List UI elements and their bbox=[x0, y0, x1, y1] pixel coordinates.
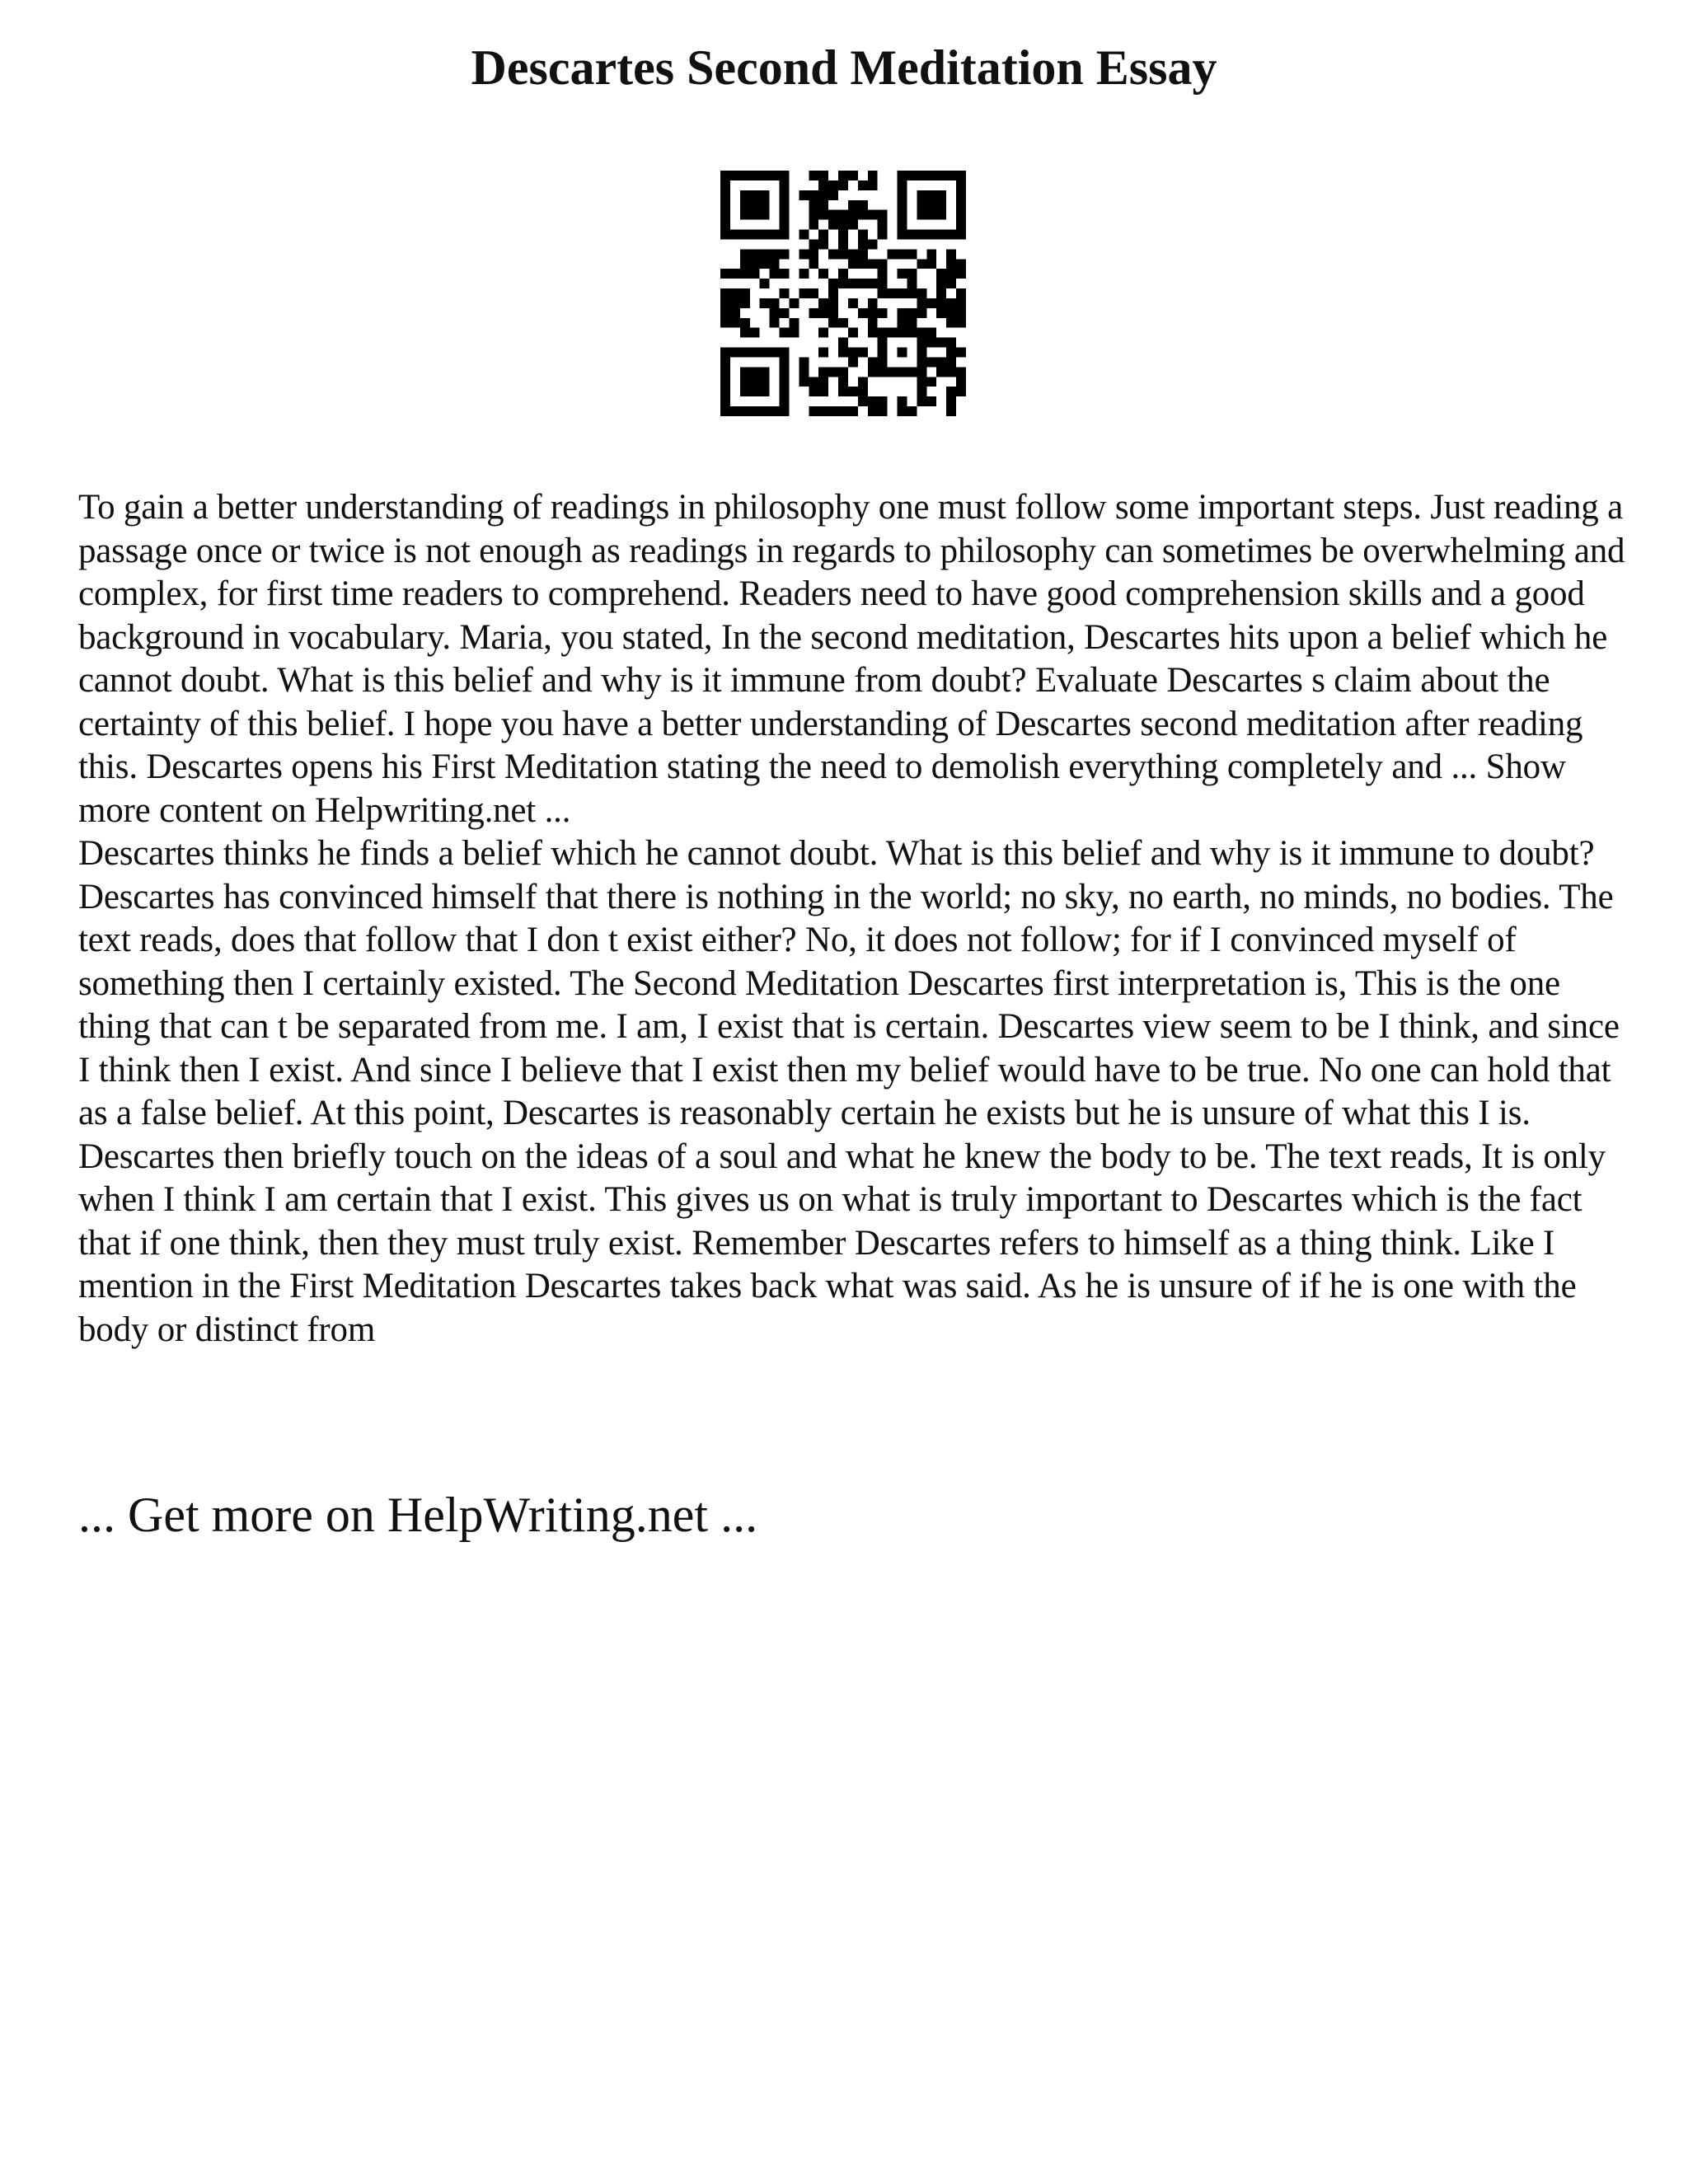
qr-code-icon bbox=[720, 171, 966, 416]
essay-paragraph-2: Descartes thinks he finds a belief which he cannot doubt. What is this belief and why is it immune to doubt? Descartes has convinced himself that there is nothing in the world; no sky, no earth, no minds, no bodies. The text reads, does that follow that I don t exist either? No, it does not follow; for if I convinced myself of something then I certainly existed. The Second Meditation Descartes first interpretation is, This is the one thing that can t be separated from me. I am, I exist that is certain. Descartes view seem to be I think, and since I think then I exist. And since I believe that I exist then my belief would have to be true. No one can hold that as a false belief. At this point, Descartes is reasonably certain he exists but he is unsure of what this I is. Descartes then briefly touch on the ideas of a soul and what he knew the body to be. The text reads, It is only when I think I am certain that I exist. This gives us on what is truly important to Descartes which is the fact that if one think, then they must truly exist. Remember Descartes refers to himself as a thing think. Like I mention in the First Meditation Descartes takes back what was said. As he is unsure of if he is one with the body or distinct from bbox=[78, 834, 1620, 1349]
get-more-link[interactable]: ... Get more on HelpWriting.net ... bbox=[78, 1488, 758, 1542]
document-title: Descartes Second Meditation Essay bbox=[471, 40, 1217, 95]
essay-body bbox=[78, 486, 1628, 1352]
essay-paragraph-1: To gain a better understanding of readings in philosophy one must follow some important steps. Just reading a passage once or twice is not enough as readings in regards to philosophy can sometimes be overwhelming and complex, for first time readers to comprehend. Readers need to have good comprehension skills and a good background in vocabulary. Maria, you stated, In the second meditation, Descartes hits upon a belief which he cannot doubt. What is this belief and why is it immune from doubt? Evaluate Descartes s claim about the certainty of this belief. I hope you have a better understanding of Descartes second meditation after reading this. Descartes opens his First Meditation stating the need to demolish everything completely and ... Show more content on Helpwriting.net ... bbox=[78, 488, 1625, 830]
